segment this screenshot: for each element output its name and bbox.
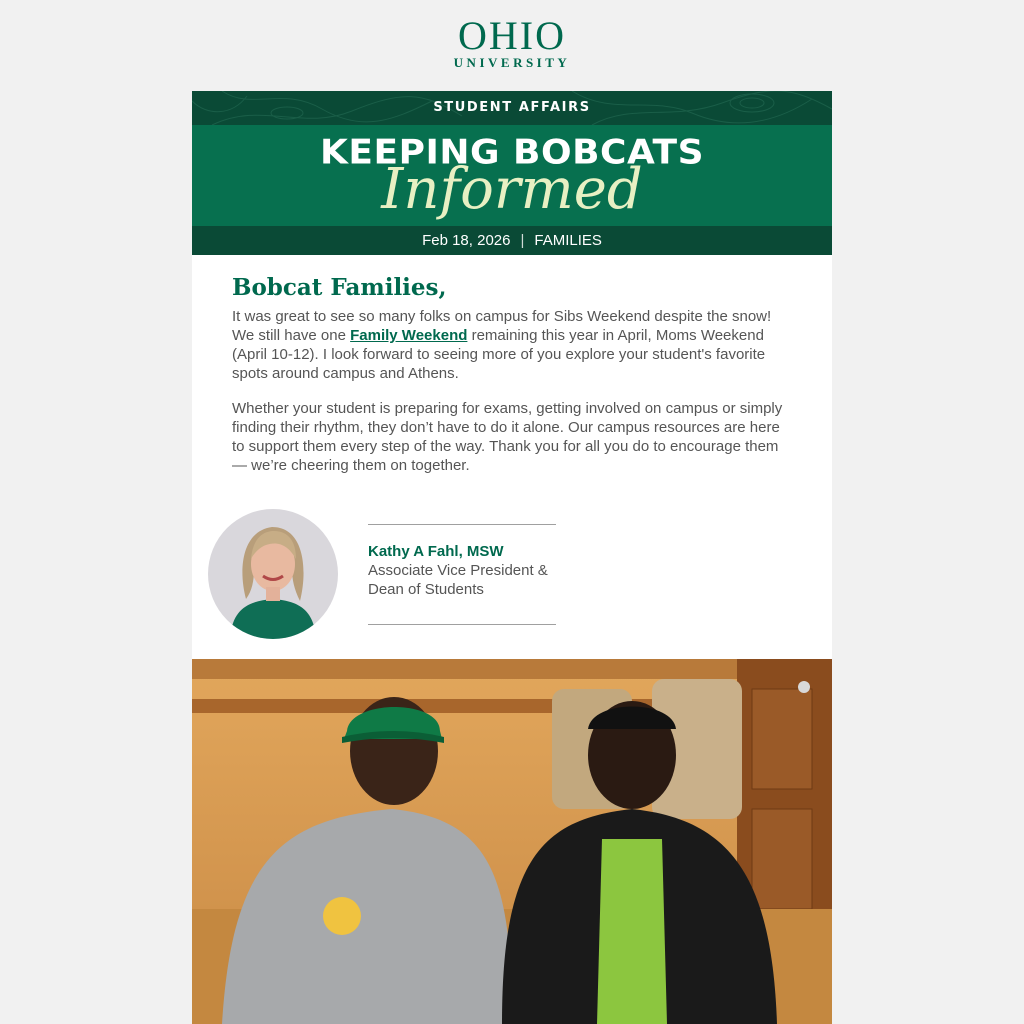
banner-title-line1: KEEPING BOBCATS: [319, 133, 705, 172]
banner-title-line2: Informed: [381, 157, 643, 222]
avatar: [208, 509, 338, 639]
students-photo: [192, 659, 832, 1024]
portrait-image: [208, 509, 338, 639]
signer-title: Associate Vice President & Dean of Students: [368, 562, 548, 598]
p1-text-after: remaining this year in April, Moms Weekend (April 10-12). I look forward to seeing more of you explore your student's favorite spots around campus and Athens.: [232, 327, 766, 382]
signature-block: [192, 509, 832, 659]
logo-ohio-text: OHIO: [458, 13, 566, 58]
p1-text-before: It was great to see so many folks on campus for Sibs Weekend despite the snow! We still have one: [232, 308, 772, 344]
banner-meta-strip: [192, 226, 832, 255]
signature-top-divider: [368, 524, 556, 525]
signature-text: [368, 524, 556, 625]
letter-paragraph-1: [232, 307, 792, 383]
letter-paragraph-2: Whether your student is preparing for exams, getting involved on campus or simply finding their rhythm, they don’t have to do it alone. Our campus resources are here to support them every step of the way. Thank you for all you do to encourage them — we’re cheering them on together.: [232, 400, 783, 474]
logo-university-text: UNIVERSITY: [453, 55, 571, 70]
signature-bottom-divider: [368, 624, 556, 625]
banner-department-strip: [192, 91, 832, 125]
audience-label: FAMILIES: [534, 232, 602, 249]
signer-name: Kathy A Fahl, MSW: [368, 543, 504, 560]
family-weekend-link[interactable]: Family Weekend: [350, 327, 468, 344]
letter-content: [192, 255, 832, 475]
greeting-heading: Bobcat Families,: [232, 274, 447, 301]
department-label: STUDENT AFFAIRS: [433, 100, 591, 115]
newsletter-body: [192, 91, 832, 1024]
ohio-university-logo[interactable]: [0, 13, 1024, 70]
meta-separator: |: [520, 232, 525, 249]
students-photo-image: [192, 659, 832, 1024]
issue-date: Feb 18, 2026: [422, 232, 511, 249]
banner-title-area: [192, 125, 832, 226]
